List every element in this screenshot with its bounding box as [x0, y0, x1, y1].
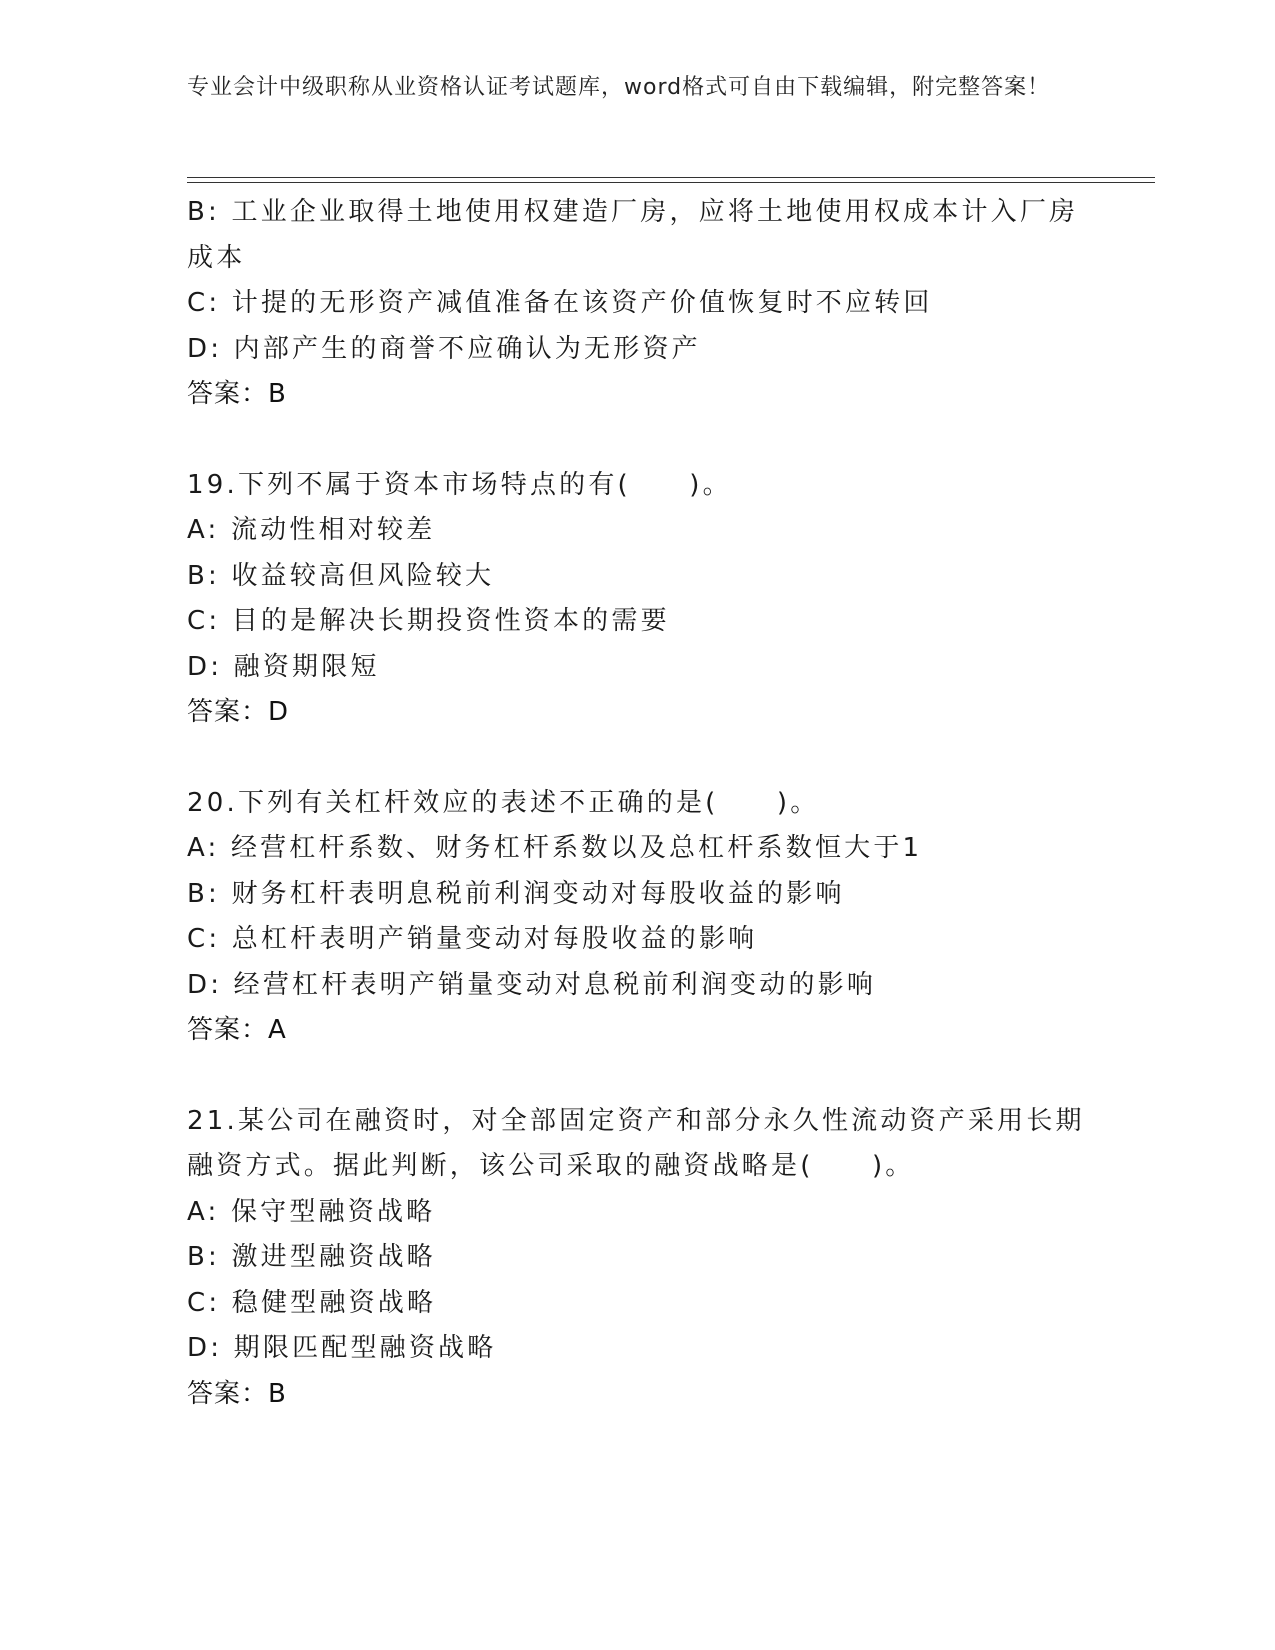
question-stem: 19.下列不属于资本市场特点的有( )。	[187, 469, 732, 500]
option-c: C: 总杠杆表明产销量变动对每股收益的影响	[187, 924, 758, 954]
option-a: A: 流动性相对较差	[187, 515, 436, 545]
question-list	[187, 190, 1087, 1417]
question-stem: 20.下列有关杠杆效应的表述不正确的是( )。	[187, 787, 820, 818]
answer-line: 答案：A	[187, 1015, 287, 1045]
option-d: D: 经营杠杆表明产销量变动对息税前利润变动的影响	[187, 969, 877, 1000]
question-20	[187, 781, 1087, 1054]
question-21	[187, 1099, 1087, 1418]
answer-line: 答案：B	[187, 379, 287, 409]
header-divider-bottom	[187, 182, 1155, 183]
option-a: A: 保守型融资战略	[187, 1196, 436, 1227]
option-c: C: 稳健型融资战略	[187, 1287, 437, 1318]
option-d: D: 期限匹配型融资战略	[187, 1333, 497, 1363]
option-d: D: 融资期限短	[187, 651, 380, 682]
option-d: D: 内部产生的商誉不应确认为无形资产	[187, 333, 701, 364]
option-b: B: 收益较高但风险较大	[187, 560, 495, 591]
answer-line: 答案：B	[187, 1378, 287, 1409]
question-19	[187, 463, 1087, 736]
option-b: B: 工业企业取得土地使用权建造厂房，应将土地使用权成本计入厂房成本	[187, 197, 1079, 273]
answer-line: 答案：D	[187, 697, 290, 727]
option-c: C: 目的是解决长期投资性资本的需要	[187, 606, 670, 636]
document-header: 专业会计中级职称从业资格认证考试题库，word格式可自由下载编辑，附完整答案！	[187, 75, 1051, 100]
option-b: B: 财务杠杆表明息税前利润变动对每股收益的影响	[187, 878, 845, 909]
option-b: B: 激进型融资战略	[187, 1242, 436, 1272]
option-a: A: 经营杠杆系数、财务杠杆系数以及总杠杆系数恒大于1	[187, 833, 923, 863]
question-continuation	[187, 190, 1087, 418]
header-divider-top	[187, 177, 1155, 178]
question-stem: 21.某公司在融资时，对全部固定资产和部分永久性流动资产采用长期融资方式。据此判断，该公司采取的融资战略是( )。	[187, 1105, 1085, 1181]
option-c: C: 计提的无形资产减值准备在该资产价值恢复时不应转回	[187, 288, 933, 318]
